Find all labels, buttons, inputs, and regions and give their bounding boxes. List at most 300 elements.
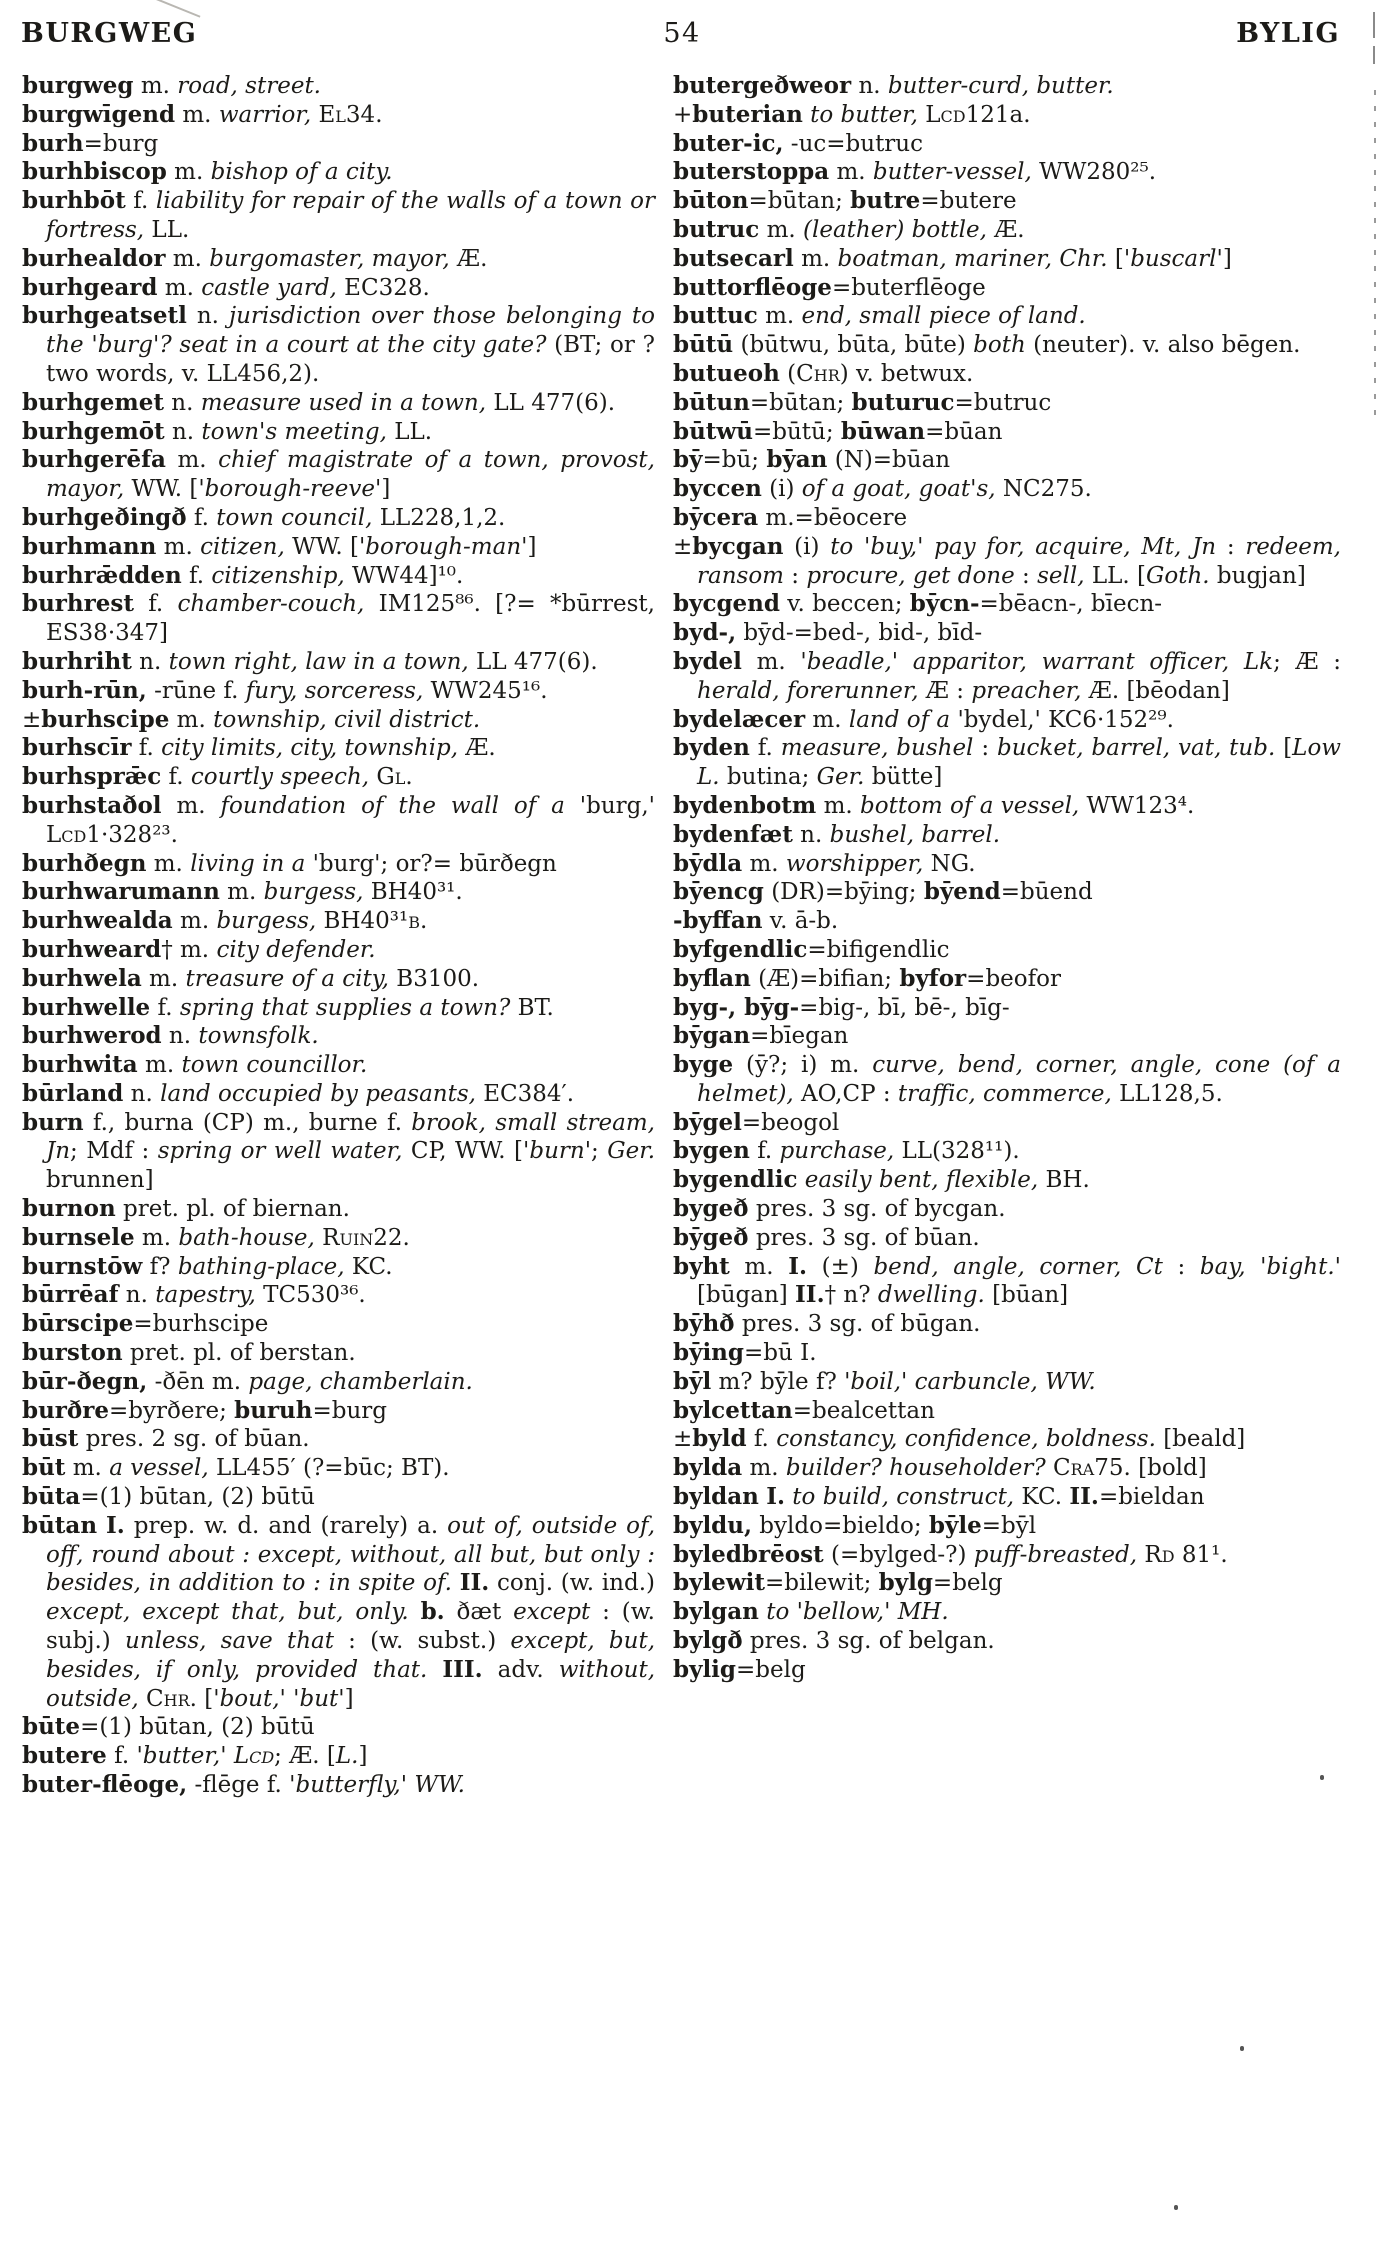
text-run: m. [134, 1224, 179, 1251]
headword: burhweard [22, 935, 162, 963]
text-run: LL. [386, 418, 433, 445]
text-run: brunnen] [46, 1167, 154, 1194]
text-run: both [973, 332, 1026, 359]
entry-burhrǣdden [22, 562, 655, 591]
text-run: [ [1107, 245, 1124, 272]
entry-burhmann [22, 533, 655, 562]
text-run: =būan [925, 418, 1003, 445]
entry-bȳdla [673, 850, 1341, 879]
text-run: =būtan; [748, 188, 851, 215]
text-run: pres. 3 sg. of būan. [748, 1224, 980, 1251]
headword: burhrest [22, 590, 134, 618]
headword: byflan [673, 964, 751, 992]
text-run: Cra [1053, 1455, 1095, 1482]
text-run: ) v. betwux. [839, 360, 974, 387]
headword: bylewit [673, 1569, 765, 1597]
text-run: f. [133, 591, 178, 618]
headword: bylgan [673, 1598, 759, 1626]
text-run: =buterflēoge [831, 274, 986, 301]
text-run: : [1216, 533, 1246, 560]
headword: būrrēaf [22, 1281, 119, 1309]
text-run: =bȳl [981, 1512, 1037, 1539]
text-run: purchase, [779, 1138, 895, 1165]
text-run: bishop of a city. [210, 159, 393, 186]
entry-burhweard [22, 936, 655, 965]
text-run: =bū I. [744, 1340, 817, 1367]
text-run: ; Æ. [ [274, 1743, 336, 1770]
text-run: n. [131, 648, 169, 675]
text-run: jurisdiction over those belonging to the 'burg'? seat in a court at the city gate? [46, 303, 655, 359]
text-run: Gl [376, 764, 406, 791]
right-column [673, 72, 1341, 1685]
entry-byfgendlic [673, 936, 1341, 965]
entry-burhrest [22, 590, 655, 648]
text-run: warrior, [218, 101, 312, 128]
headword: burhsprǣc [22, 763, 162, 791]
text-run: pret. pl. of biernan. [115, 1196, 350, 1223]
headword: burhstaðol [22, 791, 162, 819]
text-run: : [1014, 562, 1038, 589]
text-run: easily bent, flexible, [804, 1167, 1039, 1194]
headword: bȳgan [673, 1022, 751, 1050]
text-run: LL 477(6). [468, 648, 598, 675]
text-run: citizen, [200, 533, 285, 560]
text-run: LL128,5. [1111, 1080, 1223, 1107]
text-run [409, 1599, 421, 1625]
text-run: bütte] [864, 764, 943, 791]
text-run: =bū; [702, 447, 767, 474]
headword: bylcettan [673, 1396, 793, 1424]
headword: byge [673, 1051, 734, 1079]
text-run: m. [141, 965, 186, 992]
headword: burgwīgend [22, 100, 176, 128]
headword: I. [106, 1511, 125, 1539]
text-run: (Æ)=bifian; [750, 965, 900, 992]
text-run: 'burg'; or?= būrðegn [305, 850, 557, 877]
text-run: WW123⁴. [1079, 792, 1195, 819]
entry-byldu [673, 1512, 1341, 1541]
text-run: city defender. [216, 936, 376, 963]
text-run: 81¹. [1174, 1541, 1228, 1568]
entry-buterflēoge [22, 1771, 655, 1800]
text-run: m. [165, 447, 219, 474]
entry-butere [22, 1742, 655, 1771]
headword: bȳdla [673, 849, 743, 877]
entry-burgwīgend [22, 101, 655, 130]
headword: būwan [840, 417, 926, 445]
text-run: El [318, 101, 346, 128]
headword: bycgan [692, 532, 784, 560]
entry-burhbiscop [22, 158, 655, 187]
entry-burhstaðol [22, 792, 655, 850]
text-run: pres. 3 sg. of būgan. [734, 1311, 981, 1338]
headword: bylgð [673, 1627, 743, 1655]
page-number: 54 [663, 18, 701, 49]
entry-bylda [673, 1454, 1341, 1483]
entry-burhðegn [22, 850, 655, 879]
text-run: (N)=būan [827, 447, 951, 474]
headword: buturuc [851, 388, 955, 416]
text-run: except, except that, but, only. [46, 1599, 409, 1626]
header-right-catchword: BYLIG [1236, 18, 1340, 49]
entry-burhgeatsetl [22, 302, 655, 388]
text-run: Ruin [322, 1224, 374, 1251]
headword: byld [692, 1425, 747, 1453]
text-run: Æ. [449, 245, 488, 272]
text-run: land of a [848, 706, 951, 733]
entry-būrrēaf [22, 1281, 655, 1310]
headword: II. [795, 1281, 825, 1309]
headword: burhwerod [22, 1022, 162, 1050]
entry-būtwū [673, 418, 1341, 447]
entry-burhgeard [22, 274, 655, 303]
text-run: Ger. [816, 764, 865, 791]
text-run: LL. [144, 216, 190, 243]
entry-būta [22, 1483, 655, 1512]
text-run: (neuter). v. also bēgen. [1025, 332, 1301, 359]
running-head [0, 10, 1379, 62]
text-run: LL. [ [1084, 562, 1146, 589]
text-run: ± [673, 533, 693, 560]
headword: burhwita [22, 1051, 138, 1079]
headword: bȳcn- [909, 590, 980, 618]
entry-burhwita [22, 1051, 655, 1080]
text-run: m. [742, 1455, 786, 1482]
entry-bȳcera [673, 504, 1341, 533]
text-run: n. [118, 1282, 156, 1309]
text-run: =bilewit; [764, 1570, 879, 1597]
headword: būr-ðegn, [22, 1367, 148, 1395]
text-run: =belg [736, 1656, 806, 1683]
entry-byldan [673, 1483, 1341, 1512]
text-run: B3100. [389, 965, 480, 992]
text-run: prep. w. d. and (rarely) a. [124, 1512, 448, 1539]
text-run: burgomaster, mayor, [209, 245, 450, 272]
text-run: WW245¹⁶. [423, 677, 548, 704]
entry-bygen [673, 1137, 1341, 1166]
headword: burhbōt [22, 187, 126, 215]
text-run: (±) [806, 1253, 874, 1280]
text-run: m. [166, 159, 211, 186]
headword: burhwela [22, 964, 142, 992]
entry-burh [22, 130, 655, 159]
text-run: f? [142, 1253, 178, 1280]
text-run: =belg [932, 1570, 1003, 1597]
entry-burhwealda [22, 907, 655, 936]
text-run: except [513, 1599, 591, 1626]
text-run: n. [161, 1023, 199, 1050]
entry-bylgan [673, 1598, 1341, 1627]
text-run: : (w. subj.) [46, 1599, 655, 1655]
headword: bylda [673, 1454, 743, 1482]
text-run: tapestry, [155, 1282, 256, 1309]
text-run: ; Mdf : [70, 1138, 158, 1165]
text-run: 'beadle,' apparitor, warrant officer, Lk [800, 648, 1274, 675]
entry-buterian [673, 101, 1341, 130]
entry-byld [673, 1425, 1341, 1454]
entry-burnsele [22, 1224, 655, 1253]
entry-butueoh [673, 360, 1341, 389]
text-run: =būtan; [749, 389, 852, 416]
text-run: ( [779, 360, 797, 387]
entry-buttorflēoge [673, 274, 1341, 303]
text-run: to 'bellow,' MH. [766, 1599, 949, 1626]
text-run: =būend [1000, 879, 1093, 906]
text-run: =bealcettan [792, 1397, 935, 1424]
text-run: measure used in a town, [200, 389, 487, 416]
entry-butsecarl [673, 245, 1341, 274]
headword: būst [22, 1425, 79, 1453]
text-run: . [ [189, 1685, 214, 1712]
entry-byd [673, 619, 1341, 648]
text-run: : [973, 735, 997, 762]
text-run: bugjan] [1209, 562, 1306, 589]
entry-burn [22, 1109, 655, 1195]
text-run: 'borough-man' [358, 533, 528, 560]
text-run: ± [673, 1426, 693, 1453]
text-run: [ [1275, 735, 1293, 762]
text-run: . [405, 764, 413, 791]
entry-bycgan [673, 533, 1341, 591]
entry-byge [673, 1051, 1341, 1109]
text-run: m. [741, 648, 801, 675]
entry-byccen [673, 475, 1341, 504]
headword: bȳle [928, 1511, 982, 1539]
text-run: BH40³¹. [363, 879, 463, 906]
text-run: TC530³⁶. [255, 1282, 366, 1309]
text-run: ; [591, 1138, 608, 1165]
headword: burnon [22, 1195, 116, 1223]
text-run: m. [161, 792, 221, 819]
text-run: m. [816, 792, 861, 819]
text-run: pres. 2 sg. of būan. [78, 1426, 310, 1453]
entry-byden [673, 734, 1341, 792]
entry-bȳl [673, 1368, 1341, 1397]
entry-byledbrēost [673, 1541, 1341, 1570]
header-left-catchword: BURGWEG [21, 18, 198, 49]
text-run: bottom of a vessel, [860, 792, 1080, 819]
text-run: Æ. [986, 216, 1025, 243]
text-run: constancy, confidence, boldness. [776, 1426, 1156, 1453]
headword: II. [459, 1569, 490, 1597]
entry-būrðegn [22, 1368, 655, 1397]
headword: būtun [673, 388, 750, 416]
text-run: Ger. [607, 1138, 656, 1165]
entry-burhealdor [22, 245, 655, 274]
headword: III. [442, 1655, 483, 1683]
headword: buter-flēoge, [22, 1771, 188, 1799]
headword: byfor [899, 964, 967, 992]
text-run: 1·328²³. [86, 821, 178, 848]
headword: būt [22, 1454, 66, 1482]
text-run: =bēacn-, bīecn- [979, 591, 1163, 618]
text-run: m. [219, 879, 264, 906]
text-run: ðæt [444, 1599, 514, 1626]
text-run: f. [746, 1426, 777, 1453]
headword: buterstoppa [673, 158, 830, 186]
text-run: : [1162, 1253, 1200, 1280]
text-run: ] [358, 1743, 368, 1770]
text-run: Goth. [1146, 562, 1210, 589]
headword: butruc [673, 215, 760, 243]
headword: bydelæcer [673, 705, 806, 733]
headword: byd-, [673, 619, 737, 647]
text-run: 'butterfly,' WW. [289, 1772, 465, 1799]
text-run: bushel, barrel. [829, 821, 1001, 848]
text-run: redeem, ransom [697, 533, 1341, 589]
entry-buttuc [673, 302, 1341, 331]
headword: burhealdor [22, 244, 166, 272]
text-run: Rd [1144, 1541, 1175, 1568]
text-run: brook, small stream, Jn [46, 1109, 655, 1165]
text-run: =butruc [954, 389, 1052, 416]
text-run: [beald] [1155, 1426, 1246, 1453]
text-run: =bīegan [750, 1023, 849, 1050]
entry-byflan [673, 965, 1341, 994]
text-run: town councillor. [181, 1052, 368, 1079]
headword: burn [22, 1108, 84, 1136]
text-run [139, 1686, 146, 1712]
text-run: builder? householder? [785, 1455, 1046, 1482]
text-run: a vessel, [109, 1455, 209, 1482]
text-run [452, 1570, 460, 1596]
headword: burhgerēfa [22, 446, 166, 474]
text-run: citizenship, [211, 562, 345, 589]
text-run: =beogol [741, 1109, 840, 1136]
text-run: town right, law in a town, [168, 648, 469, 675]
headword: bydel [673, 647, 742, 675]
text-run [311, 102, 318, 128]
text-run: n. [851, 73, 888, 99]
text-run: f. [181, 562, 212, 589]
entry-butergeðweor [673, 72, 1341, 101]
text-run: (i) [783, 533, 831, 560]
text-run: WW. [ [284, 533, 359, 560]
entry-bygbȳg [673, 994, 1341, 1023]
entry-būton [673, 187, 1341, 216]
headword: bydenbotm [673, 791, 817, 819]
text-run: m. [133, 73, 178, 99]
text-run: Lcd [925, 101, 966, 128]
entry-burhgeðingð [22, 504, 655, 533]
headword: burh-rūn, [22, 676, 147, 704]
text-run: herald, forerunner, [697, 677, 919, 704]
text-run: puff-breasted, [973, 1541, 1138, 1568]
text-run: bend, angle, corner, Ct [873, 1253, 1163, 1280]
text-run: BH. [1038, 1167, 1090, 1194]
text-run: =bieldan [1098, 1484, 1205, 1511]
entry-bylig [673, 1656, 1341, 1685]
text-run: liability for repair of the walls of a town or fortress, [46, 188, 655, 243]
text-run: of a goat, goat's, [801, 476, 996, 503]
text-run: m. [175, 101, 219, 128]
headword: burhscipe [41, 705, 170, 733]
text-run: =(1) būtan, (2) būtū [80, 1484, 315, 1511]
text-run: chamber-couch, [177, 591, 365, 618]
headword: butre [850, 187, 921, 215]
headword: bȳhð [673, 1310, 735, 1338]
entry-burhscipe [22, 706, 655, 735]
headword: buttuc [673, 302, 758, 330]
text-run: : (w. subst.) [333, 1628, 511, 1655]
text-run: -rūne f. [146, 677, 246, 704]
text-run: BT. [510, 994, 554, 1021]
text-run: m. [742, 850, 786, 877]
text-run: 'burn' [523, 1138, 592, 1165]
headword: burhðegn [22, 849, 147, 877]
headword: būton [673, 187, 749, 215]
text-run: butter-vessel, [872, 159, 1032, 186]
text-run: m? bȳle f? [711, 1368, 845, 1395]
text-run: to build, construct, [792, 1484, 1015, 1511]
text-run: f. [161, 764, 191, 791]
text-run: : [783, 562, 807, 589]
text-run: procure, get done [806, 562, 1015, 589]
scan-artifact [1374, 90, 1376, 420]
text-run: m. [829, 159, 873, 186]
headword: buter-ic, [673, 129, 784, 157]
entry-bȳhð [673, 1310, 1341, 1339]
headword: butsecarl [673, 244, 794, 272]
text-run: Æ. [458, 735, 496, 762]
headword: bȳing [673, 1339, 744, 1367]
headword: byg-, bȳg- [673, 993, 800, 1021]
text-run: unless, save that [124, 1628, 334, 1655]
entry-būte [22, 1713, 655, 1742]
headword: -byffan [673, 907, 763, 935]
headword: buruh [234, 1396, 313, 1424]
text-run: ] [344, 1685, 354, 1712]
text-run: f. [131, 735, 162, 762]
headword: buterian [692, 100, 803, 128]
entry-būtū [673, 331, 1341, 360]
headword: būta [22, 1483, 81, 1511]
text-run: b [408, 908, 420, 935]
text-run: NC275. [995, 476, 1092, 503]
headword: byht [673, 1252, 730, 1280]
text-run: to 'buy,' pay for, acquire, Mt, Jn [830, 533, 1217, 560]
entry-burhwarumann [22, 878, 655, 907]
entry-butruc [673, 216, 1341, 245]
text-run: 22. [373, 1224, 410, 1251]
text-run: † m. [161, 936, 217, 963]
text-run: 'butter,' [136, 1743, 234, 1770]
entry-bydel [673, 648, 1341, 706]
scan-artifact [1174, 2205, 1178, 2210]
text-run: m. [172, 908, 217, 935]
headword: burhgeatsetl [22, 302, 187, 330]
text-run: township, civil district. [213, 706, 481, 733]
text-run: LL 477(6). [486, 389, 616, 416]
text-run: spring or well water, [157, 1138, 403, 1165]
text-run: (i) [761, 476, 802, 503]
headword: II. [1069, 1483, 1099, 1511]
text-run: m. [759, 216, 804, 243]
headword: burhscīr [22, 734, 132, 762]
headword: būrscipe [22, 1310, 134, 1338]
entry-bȳgeð [673, 1224, 1341, 1253]
entry-bydelæcer [673, 706, 1341, 735]
text-run: land occupied by peasants, [160, 1080, 476, 1107]
headword: burnsele [22, 1223, 135, 1251]
text-run: pres. 3 sg. of bycgan. [748, 1196, 1006, 1223]
entry-burhgemet [22, 389, 655, 418]
text-run: bay, 'bight.' [1199, 1253, 1341, 1280]
headword: burnstōw [22, 1252, 143, 1280]
text-run: 34. [345, 101, 383, 128]
text-run: butter-curd, butter. [887, 73, 1114, 99]
text-run: f. [749, 735, 781, 762]
